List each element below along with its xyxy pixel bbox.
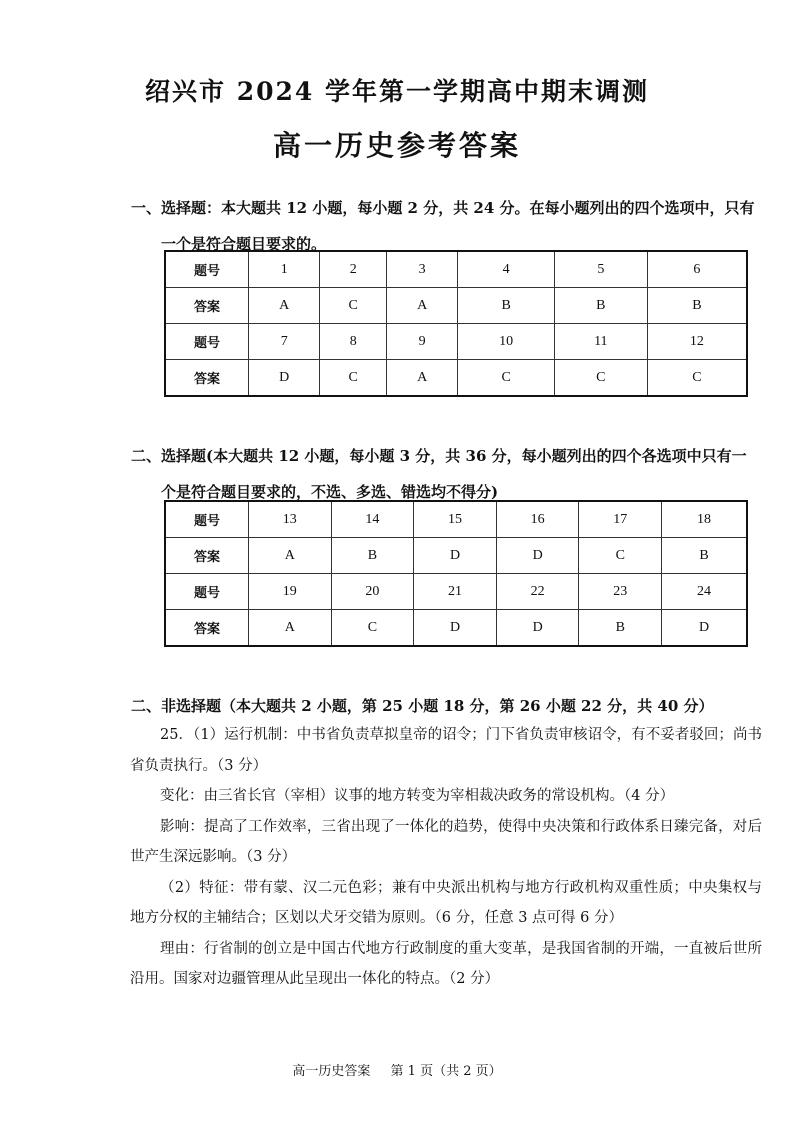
table-cell: 14 (331, 501, 414, 538)
section1-heading-line2: 一个是符合题目要求的。 (161, 235, 327, 253)
table-cell: 8 (320, 324, 386, 360)
document-title: 绍兴市 2024 学年第一学期高中期末调测 (145, 77, 649, 106)
answer-paragraph: 25．（1）运行机制：中书省负责草拟皇帝的诏令；门下省负责审核诏令，有不妥者驳回；尚书省负责执行。（3 分） (130, 727, 762, 774)
table-cell: B (554, 288, 647, 324)
answer-paragraph: （2）特征：带有蒙、汉二元色彩；兼有中央派出机构与地方行政机构双重性质；中央集权与地方分权的主辅结合；区划以犬牙交错为原则。（6 分，任意 3 点可得 6 分） (130, 879, 762, 926)
table-cell: 24 (662, 574, 747, 610)
table-cell: C (554, 360, 647, 397)
section2-heading-line2: 个是符合题目要求的，不选、多选、错选均不得分) (161, 483, 499, 501)
table-cell: B (458, 288, 554, 324)
table-cell: 2 (320, 251, 386, 288)
table-cell: C (579, 538, 662, 574)
section2-answer-table (164, 500, 748, 647)
table-cell: 20 (331, 574, 414, 610)
table-cell: A (386, 288, 457, 324)
row-header-cell: 题号 (165, 324, 249, 360)
table-row (165, 360, 747, 397)
table-cell: 10 (458, 324, 554, 360)
table-cell: A (386, 360, 457, 397)
row-header-cell: 答案 (165, 360, 249, 397)
table-row (165, 574, 747, 610)
row-header-cell: 答案 (165, 288, 249, 324)
table-cell: 12 (647, 324, 747, 360)
section1-answer-table (164, 250, 748, 397)
footer-page-info: 第 1 页（共 2 页） (390, 1064, 502, 1079)
table-cell: C (458, 360, 554, 397)
table-cell: A (249, 610, 332, 647)
table-cell: 1 (249, 251, 320, 288)
row-header-cell: 题号 (165, 251, 249, 288)
table-cell: 18 (662, 501, 747, 538)
table-row (165, 538, 747, 574)
page-footer (0, 1060, 794, 1079)
document-subtitle: 高一历史参考答案 (272, 129, 521, 162)
section1-heading-line1: 一、选择题：本大题共 12 小题，每小题 2 分，共 24 分。在每小题列出的四个选项中，只有 (131, 199, 755, 217)
answer-paragraph: 变化：由三省长官（宰相）议事的地方转变为宰相裁决政务的常设机构。（4 分） (160, 788, 675, 804)
table-row (165, 610, 747, 647)
table-cell: B (579, 610, 662, 647)
table-cell: D (662, 610, 747, 647)
table-cell: 5 (554, 251, 647, 288)
table-cell: C (320, 360, 386, 397)
table-cell: C (647, 360, 747, 397)
footer-doc-name: 高一历史答案 (292, 1064, 371, 1079)
answer-paragraph: 影响：提高了工作效率，三省出现了一体化的趋势，使得中央决策和行政体系日臻完备，对后世产生深远影响。（3 分） (130, 818, 762, 865)
table-cell: 7 (249, 324, 320, 360)
table-cell: B (662, 538, 747, 574)
table-cell: 9 (386, 324, 457, 360)
essay-answers (130, 720, 762, 995)
table-cell: 17 (579, 501, 662, 538)
table-cell: D (414, 538, 497, 574)
section3-heading: 二、非选择题（本大题共 2 小题，第 25 小题 18 分，第 26 小题 22 分，共 40 分） (131, 697, 714, 715)
answer-paragraph: 理由：行省制的创立是中国古代地方行政制度的重大变革，是我国省制的开端，一直被后世所沿用。国家对边疆管理从此呈现出一体化的特点。（2 分） (130, 940, 762, 987)
table-cell: D (496, 538, 579, 574)
table-cell: D (496, 610, 579, 647)
table-cell: C (320, 288, 386, 324)
row-header-cell: 答案 (165, 610, 249, 647)
table-cell: 3 (386, 251, 457, 288)
table-cell: B (647, 288, 747, 324)
row-header-cell: 题号 (165, 501, 249, 538)
section2-heading-line1: 二、选择题(本大题共 12 小题，每小题 3 分，共 36 分，每小题列出的四个各选项中只有一 (131, 447, 747, 465)
table-cell: 6 (647, 251, 747, 288)
table-row (165, 251, 747, 288)
table-cell: 15 (414, 501, 497, 538)
table-cell: B (331, 538, 414, 574)
table-cell: 13 (249, 501, 332, 538)
table-cell: C (331, 610, 414, 647)
table-cell: D (414, 610, 497, 647)
table-cell: 19 (249, 574, 332, 610)
row-header-cell: 题号 (165, 574, 249, 610)
table-row (165, 501, 747, 538)
table-cell: 4 (458, 251, 554, 288)
table-cell: 22 (496, 574, 579, 610)
table-cell: 21 (414, 574, 497, 610)
table-cell: A (249, 288, 320, 324)
table-row (165, 324, 747, 360)
table-row (165, 288, 747, 324)
table-cell: 23 (579, 574, 662, 610)
table-cell: 11 (554, 324, 647, 360)
table-cell: D (249, 360, 320, 397)
table-cell: 16 (496, 501, 579, 538)
row-header-cell: 答案 (165, 538, 249, 574)
table-cell: A (249, 538, 332, 574)
